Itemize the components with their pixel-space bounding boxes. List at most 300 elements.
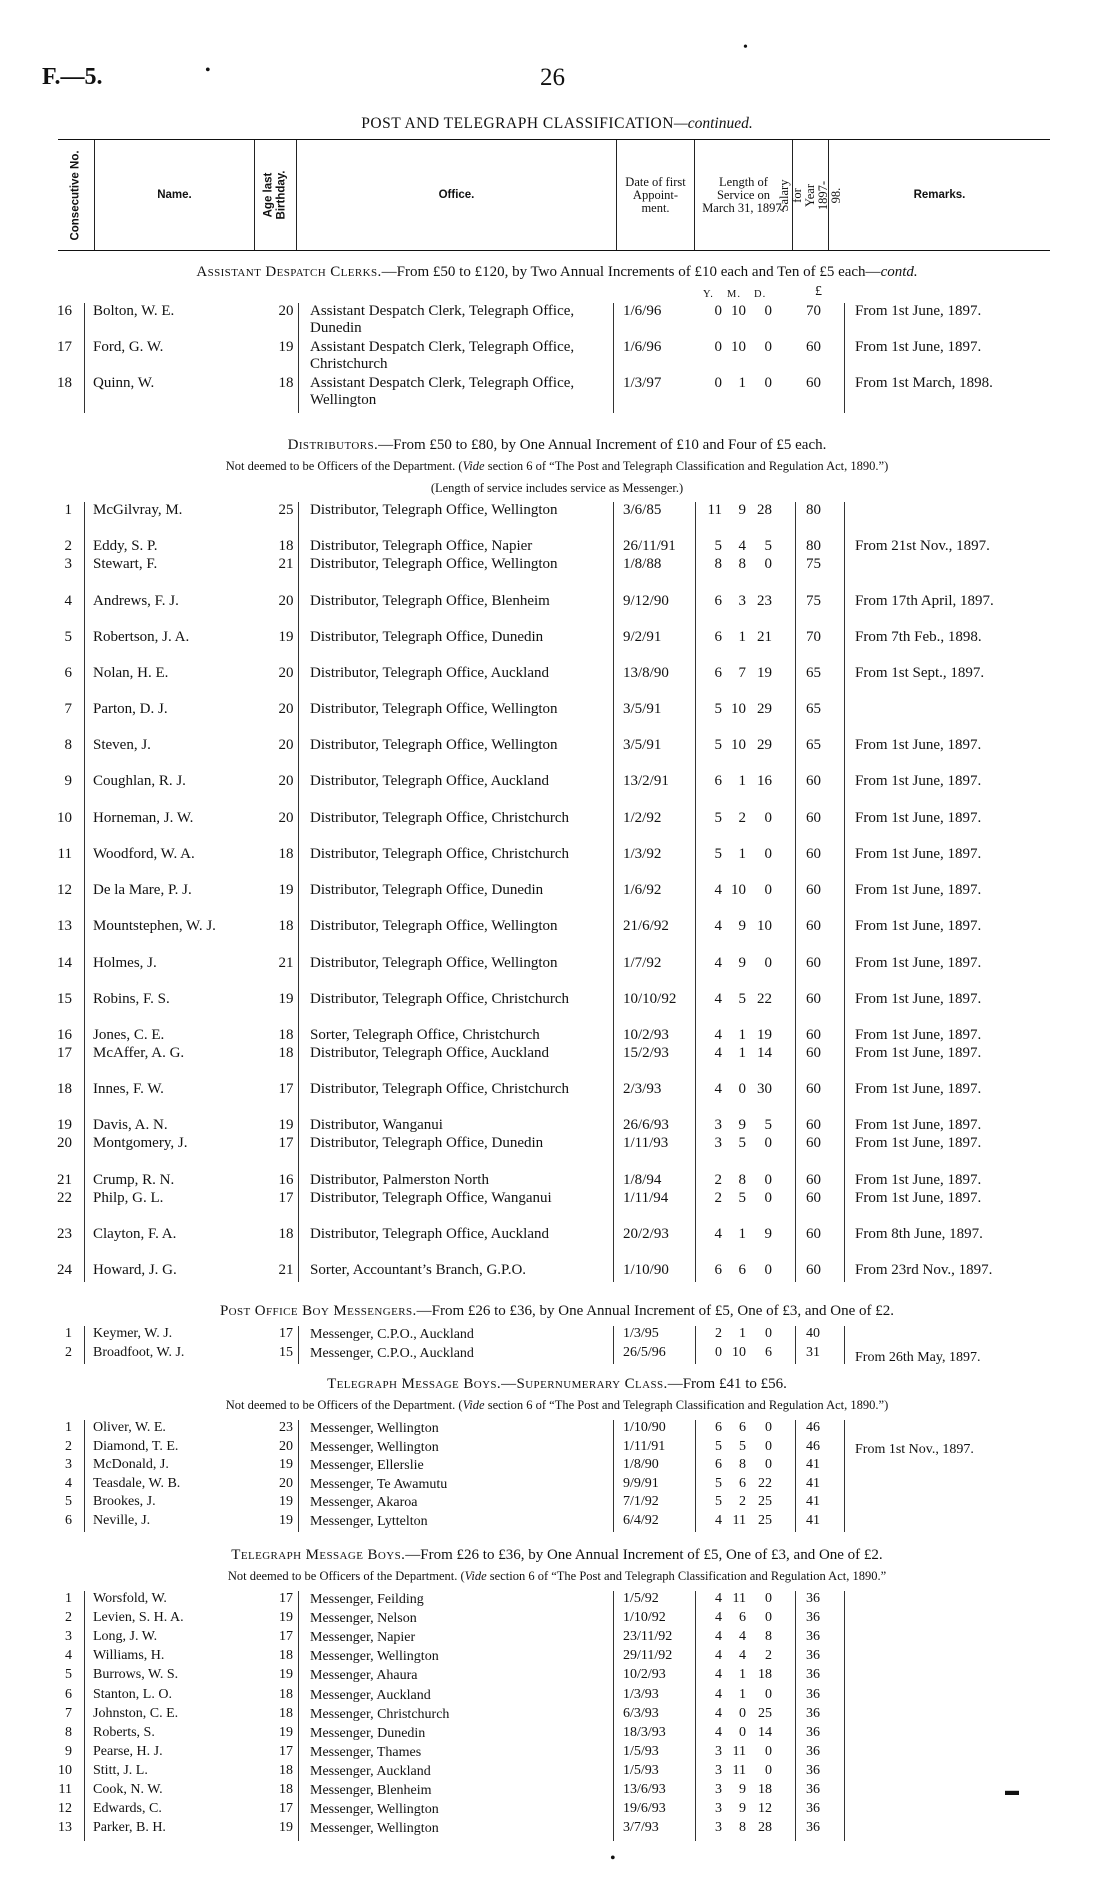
section-note-distributors: Not deemed to be Officers of the Department. (Vide section 6 of “The Post and Telegraph Classification and Regulation Act, 1890.”) — [225, 459, 889, 473]
row-office: Sorter, Telegraph Office, Christchurch — [310, 1027, 540, 1043]
row-salary: 60 — [806, 1226, 821, 1242]
row-service-days: 30 — [757, 1081, 772, 1097]
row-salary: 60 — [806, 882, 821, 898]
row-number: 2 — [65, 1345, 72, 1360]
column-rule — [298, 303, 299, 413]
row-service-months: 6 — [739, 1420, 746, 1435]
row-salary: 36 — [806, 1667, 820, 1683]
row-number: 3 — [65, 1629, 72, 1645]
column-header-salary: Salary for Year 1897-98. — [792, 140, 828, 250]
row-appointment-date: 13/8/90 — [623, 665, 669, 681]
row-salary: 65 — [806, 665, 821, 681]
row-service-days: 19 — [757, 1027, 772, 1043]
row-service-years: 0 — [715, 1345, 722, 1360]
row-number: 1 — [65, 1591, 72, 1606]
row-service-months: 1 — [738, 846, 746, 862]
row-appointment-date: 7/1/92 — [623, 1494, 659, 1510]
row-service-months: 10 — [731, 701, 746, 717]
row-office: Messenger, Wellington — [310, 1802, 439, 1818]
row-remarks: From 1st Nov., 1897. — [855, 1441, 974, 1457]
row-number: 7 — [64, 701, 72, 717]
row-office: Distributor, Telegraph Office, Wellington — [310, 502, 558, 518]
row-office: Distributor, Telegraph Office, Dunedin — [310, 1135, 544, 1151]
row-number: 6 — [65, 1513, 72, 1528]
row-number: 11 — [57, 846, 72, 862]
row-service-days: 0 — [765, 1326, 772, 1341]
row-remarks: From 1st June, 1897. — [855, 303, 982, 319]
row-service-days: 23 — [757, 593, 772, 609]
row-service-years: 6 — [714, 1262, 722, 1278]
column-rule — [695, 502, 696, 1282]
row-appointment-date: 13/6/93 — [623, 1782, 666, 1797]
column-header-age: Age last Birthday. — [254, 140, 296, 250]
print-dot: • — [610, 1850, 616, 1867]
row-salary: 41 — [806, 1457, 820, 1473]
row-age: 18 — [278, 538, 294, 554]
row-remarks: From 1st June, 1897. — [855, 737, 982, 753]
row-appointment-date: 1/6/96 — [623, 303, 662, 319]
row-name: Quinn, W. — [93, 375, 155, 391]
row-office: Distributor, Telegraph Office, Napier — [310, 538, 533, 554]
row-office: Messenger, Wellington — [310, 1439, 439, 1455]
row-remarks: From 1st June, 1897. — [855, 1172, 982, 1188]
row-appointment-date: 1/11/93 — [623, 1135, 669, 1151]
document-reference: F.—5. — [42, 64, 103, 90]
row-salary: 60 — [806, 810, 821, 826]
row-service-days: 0 — [765, 1591, 772, 1606]
row-age: 21 — [278, 955, 294, 971]
row-office: Messenger, Blenheim — [310, 1783, 432, 1798]
row-remarks: From 1st June, 1897. — [855, 810, 982, 826]
row-salary: 65 — [806, 701, 821, 717]
row-office: Messenger, Auckland — [310, 1763, 431, 1779]
row-service-days: 0 — [765, 1420, 772, 1435]
row-name: Horneman, J. W. — [93, 810, 194, 826]
row-age: 20 — [278, 773, 294, 789]
column-rule — [795, 1420, 796, 1532]
row-service-years: 4 — [714, 1226, 722, 1242]
row-appointment-date: 1/6/92 — [623, 882, 662, 898]
row-name: McDonald, J. — [93, 1457, 169, 1473]
row-age: 21 — [278, 556, 294, 572]
row-name: Keymer, W. J. — [93, 1326, 173, 1341]
row-service-months: 0 — [738, 1081, 746, 1097]
row-appointment-date: 1/3/97 — [623, 375, 662, 391]
row-appointment-date: 1/10/92 — [623, 1610, 666, 1626]
row-service-years: 4 — [715, 1686, 722, 1702]
row-office: Messenger, Dunedin — [310, 1725, 426, 1741]
row-service-months: 5 — [738, 991, 746, 1007]
row-name: Montgomery, J. — [93, 1135, 188, 1151]
row-remarks: From 8th June, 1897. — [855, 1226, 983, 1242]
row-service-days: 0 — [764, 955, 772, 971]
row-office: Distributor, Telegraph Office, Auckland — [310, 1226, 549, 1242]
row-service-years: 6 — [714, 665, 722, 681]
column-rule — [613, 303, 614, 413]
row-service-days: 22 — [757, 991, 772, 1007]
row-salary: 60 — [806, 991, 821, 1007]
row-office: Distributor, Telegraph Office, Wellington — [310, 556, 558, 572]
row-office: Distributor, Telegraph Office, Christchurch — [310, 1081, 569, 1097]
row-appointment-date: 6/4/92 — [623, 1513, 659, 1528]
row-age: 17 — [279, 1629, 293, 1645]
column-rule — [298, 1326, 299, 1364]
row-service-days: 2 — [765, 1648, 772, 1664]
column-rule — [298, 1591, 299, 1841]
row-name: Philp, G. L. — [93, 1190, 164, 1206]
row-service-months: 10 — [731, 339, 746, 355]
row-service-months: 8 — [738, 1172, 746, 1188]
row-number: 4 — [64, 593, 72, 609]
row-service-days: 18 — [758, 1782, 772, 1797]
row-service-years: 5 — [714, 538, 722, 554]
section-heading-telegraph-message-boys: Telegraph Message Boys.—From £26 to £36, by One Annual Increment of £5, One of £3, and One of £2. — [231, 1547, 883, 1563]
row-service-days: 25 — [758, 1705, 772, 1721]
row-number: 10 — [58, 1762, 72, 1778]
row-name: Mountstephen, W. J. — [93, 918, 216, 934]
row-age: 23 — [279, 1420, 293, 1435]
row-number: 11 — [58, 1782, 72, 1797]
row-salary: 75 — [806, 593, 821, 609]
row-name: Bolton, W. E. — [93, 303, 175, 319]
column-rule — [795, 1326, 796, 1364]
row-service-days: 25 — [758, 1513, 772, 1528]
row-office: Distributor, Telegraph Office, Wellington — [310, 918, 558, 934]
row-number: 4 — [65, 1475, 72, 1491]
column-header-name: Name. — [94, 140, 254, 250]
row-salary: 41 — [806, 1494, 820, 1510]
row-service-years: 11 — [707, 502, 722, 518]
row-remarks: From 23rd Nov., 1897. — [855, 1262, 993, 1278]
row-office: Messenger, Lyttelton — [310, 1514, 428, 1529]
row-office: Distributor, Telegraph Office, Christchurch — [310, 810, 569, 826]
row-salary: 41 — [806, 1475, 820, 1491]
row-service-years: 2 — [715, 1326, 722, 1341]
row-salary: 60 — [806, 1135, 821, 1151]
row-service-days: 28 — [757, 502, 772, 518]
row-number: 4 — [65, 1648, 72, 1664]
row-service-years: 3 — [715, 1782, 722, 1797]
row-office: Distributor, Telegraph Office, Wellington — [310, 737, 558, 753]
row-service-years: 3 — [715, 1762, 722, 1778]
row-number: 18 — [57, 375, 72, 391]
row-remarks: From 1st June, 1897. — [855, 846, 982, 862]
row-name: Stanton, L. O. — [93, 1686, 172, 1702]
row-name: Roberts, S. — [93, 1724, 155, 1740]
row-number: 22 — [57, 1190, 72, 1206]
row-age: 17 — [279, 1591, 293, 1606]
row-service-years: 5 — [715, 1494, 722, 1510]
row-service-months: 5 — [738, 1190, 746, 1206]
row-age: 19 — [279, 1494, 293, 1510]
row-service-months: 11 — [732, 1513, 746, 1528]
row-name: Woodford, W. A. — [93, 846, 195, 862]
row-name: Holmes, J. — [93, 955, 157, 971]
row-remarks: From 1st March, 1898. — [855, 375, 993, 391]
row-service-years: 6 — [714, 629, 722, 645]
row-salary: 60 — [806, 773, 821, 789]
row-service-years: 4 — [714, 1081, 722, 1097]
row-office: Distributor, Telegraph Office, Christchurch — [310, 846, 569, 862]
row-service-days: 22 — [758, 1475, 772, 1491]
row-office: Messenger, Feilding — [310, 1592, 424, 1607]
row-service-years: 5 — [714, 810, 722, 826]
row-appointment-date: 1/3/95 — [623, 1326, 659, 1341]
row-number: 8 — [64, 737, 72, 753]
column-rule — [844, 1591, 845, 1841]
row-appointment-date: 3/5/91 — [623, 737, 662, 753]
section-heading-post-office-boy-messengers: Post Office Boy Messengers.—From £26 to £36, by One Annual Increment of £5, One of £3, and One of £2. — [219, 1303, 895, 1319]
row-service-years: 0 — [714, 339, 722, 355]
row-age: 18 — [279, 1648, 293, 1664]
row-number: 5 — [64, 629, 72, 645]
row-age: 18 — [279, 1762, 293, 1778]
row-name: Teasdale, W. B. — [93, 1475, 181, 1491]
row-remarks: From 1st June, 1897. — [855, 1190, 982, 1206]
row-age: 18 — [278, 918, 294, 934]
row-salary: 36 — [806, 1782, 820, 1797]
row-age: 19 — [278, 629, 294, 645]
row-number: 2 — [64, 538, 72, 554]
row-number: 23 — [57, 1226, 72, 1242]
row-age: 18 — [279, 1686, 293, 1702]
row-name: Jones, C. E. — [93, 1027, 165, 1043]
row-service-days: 0 — [765, 1438, 772, 1454]
row-name: Edwards, C. — [93, 1801, 162, 1817]
row-service-months: 9 — [738, 955, 746, 971]
row-salary: 36 — [806, 1686, 820, 1702]
row-name: Stewart, F. — [93, 556, 158, 572]
row-service-days: 18 — [758, 1667, 772, 1683]
page-number: 26 — [540, 64, 565, 91]
row-number: 13 — [58, 1820, 72, 1836]
row-age: 20 — [278, 737, 294, 753]
row-age: 20 — [278, 701, 294, 717]
row-name: Eddy, S. P. — [93, 538, 158, 554]
row-salary: 36 — [806, 1591, 820, 1606]
row-name: Innes, F. W. — [93, 1081, 164, 1097]
row-service-days: 21 — [757, 629, 772, 645]
row-salary: 36 — [806, 1820, 820, 1836]
unit-months: M. — [727, 289, 741, 300]
row-appointment-date: 10/2/93 — [623, 1667, 666, 1683]
row-appointment-date: 2/3/93 — [623, 1081, 662, 1097]
row-service-days: 0 — [764, 339, 772, 355]
row-salary: 80 — [806, 538, 821, 554]
row-salary: 60 — [806, 918, 821, 934]
row-number: 2 — [65, 1438, 72, 1454]
row-salary: 60 — [806, 1027, 821, 1043]
row-office: Distributor, Telegraph Office, Auckland — [310, 773, 549, 789]
row-appointment-date: 1/8/94 — [623, 1172, 662, 1188]
row-service-months: 8 — [739, 1820, 746, 1836]
row-service-years: 2 — [714, 1172, 722, 1188]
row-name: Parton, D. J. — [93, 701, 168, 717]
row-service-months: 9 — [739, 1782, 746, 1797]
row-name: Stitt, J. L. — [93, 1762, 148, 1778]
row-office: Distributor, Telegraph Office, Auckland — [310, 1045, 549, 1061]
row-number: 13 — [57, 918, 72, 934]
print-mark: ▬ — [1005, 1784, 1019, 1799]
row-service-days: 0 — [764, 303, 772, 319]
row-service-days: 0 — [764, 1172, 772, 1188]
section-note-service-length: (Length of service includes service as Messenger.) — [430, 481, 684, 495]
row-service-months: 10 — [731, 303, 746, 319]
row-name: Worsfold, W. — [93, 1591, 167, 1606]
row-appointment-date: 9/12/90 — [623, 593, 669, 609]
row-appointment-date: 18/3/93 — [623, 1724, 666, 1740]
row-appointment-date: 1/5/93 — [623, 1762, 659, 1778]
row-appointment-date: 1/11/94 — [623, 1190, 669, 1206]
row-name: Johnston, C. E. — [93, 1705, 179, 1721]
row-number: 16 — [57, 303, 72, 319]
row-office: Messenger, Auckland — [310, 1687, 431, 1703]
row-service-years: 4 — [715, 1591, 722, 1606]
row-salary: 60 — [806, 955, 821, 971]
row-service-years: 6 — [715, 1420, 722, 1435]
row-name: Cook, N. W. — [93, 1782, 163, 1797]
row-service-days: 0 — [764, 1135, 772, 1151]
row-office: Messenger, Ellerslie — [310, 1458, 424, 1474]
column-rule — [844, 303, 845, 413]
row-service-years: 4 — [714, 918, 722, 934]
row-number: 17 — [57, 339, 72, 355]
row-number: 2 — [65, 1610, 72, 1626]
row-service-days: 0 — [765, 1610, 772, 1626]
row-service-years: 4 — [715, 1648, 722, 1664]
column-rule — [695, 1420, 696, 1532]
row-appointment-date: 26/5/96 — [623, 1345, 666, 1360]
row-office: Distributor, Telegraph Office, Blenheim — [310, 593, 550, 609]
row-salary: 31 — [806, 1345, 820, 1360]
row-service-months: 4 — [739, 1648, 746, 1664]
row-name: Parker, B. H. — [93, 1820, 166, 1836]
section-heading-telegraph-message-boys-supernumerary: Telegraph Message Boys.—Supernumerary Class.—From £41 to £56. — [327, 1376, 787, 1392]
column-header-date: Date of first Appoint- ment. — [616, 140, 694, 250]
row-service-months: 1 — [738, 629, 746, 645]
row-appointment-date: 1/8/90 — [623, 1457, 659, 1473]
row-service-years: 5 — [714, 701, 722, 717]
row-age: 19 — [279, 1667, 293, 1683]
row-remarks: From 1st June, 1897. — [855, 1027, 982, 1043]
row-number: 9 — [65, 1743, 72, 1759]
row-age: 19 — [279, 1820, 293, 1836]
row-service-months: 4 — [738, 538, 746, 554]
row-salary: 60 — [806, 1190, 821, 1206]
print-dot: • — [205, 62, 211, 79]
row-age: 19 — [278, 882, 294, 898]
column-rule — [613, 1326, 614, 1364]
row-service-months: 1 — [739, 1326, 746, 1341]
column-rule — [298, 1420, 299, 1532]
page-title — [0, 115, 1114, 133]
row-service-years: 6 — [714, 593, 722, 609]
row-salary: 80 — [806, 502, 821, 518]
row-number: 6 — [65, 1686, 72, 1702]
row-name: Oliver, W. E. — [93, 1420, 166, 1435]
row-service-months: 3 — [738, 593, 746, 609]
row-service-months: 10 — [732, 1345, 746, 1360]
row-service-months: 1 — [738, 1027, 746, 1043]
row-appointment-date: 1/7/92 — [623, 955, 662, 971]
row-service-years: 2 — [714, 1190, 722, 1206]
row-service-days: 8 — [765, 1629, 772, 1645]
row-service-days: 0 — [764, 375, 772, 391]
row-service-days: 0 — [765, 1457, 772, 1473]
row-name: Levien, S. H. A. — [93, 1610, 184, 1626]
row-name: McGilvray, M. — [93, 502, 183, 518]
row-appointment-date: 3/7/93 — [623, 1820, 659, 1836]
row-service-months: 8 — [739, 1457, 746, 1473]
column-rule — [298, 502, 299, 1282]
row-age: 17 — [278, 1190, 294, 1206]
row-appointment-date: 26/11/91 — [623, 538, 676, 554]
row-number: 19 — [57, 1117, 72, 1133]
row-number: 16 — [57, 1027, 72, 1043]
row-service-years: 4 — [715, 1629, 722, 1645]
row-service-days: 0 — [764, 882, 772, 898]
row-service-days: 0 — [764, 1262, 772, 1278]
row-number: 1 — [65, 1326, 72, 1341]
row-salary: 36 — [806, 1629, 820, 1645]
row-service-months: 1 — [739, 1667, 746, 1683]
row-age: 20 — [279, 1475, 293, 1491]
row-service-days: 5 — [764, 538, 772, 554]
row-age: 19 — [278, 1117, 294, 1133]
column-rule — [84, 1326, 85, 1364]
column-rule — [613, 1591, 614, 1841]
row-age: 19 — [279, 1457, 293, 1473]
row-number: 7 — [65, 1705, 72, 1721]
row-age: 19 — [279, 1513, 293, 1528]
row-service-years: 3 — [714, 1117, 722, 1133]
row-name: Long, J. W. — [93, 1629, 158, 1645]
print-dot: • — [743, 40, 748, 55]
row-service-days: 0 — [765, 1686, 772, 1702]
row-appointment-date: 9/9/91 — [623, 1475, 659, 1491]
row-appointment-date: 23/11/92 — [623, 1629, 673, 1645]
row-service-months: 11 — [732, 1762, 746, 1778]
row-service-months: 9 — [738, 1117, 746, 1133]
row-salary: 36 — [806, 1801, 820, 1817]
row-salary: 70 — [806, 629, 821, 645]
row-salary: 36 — [806, 1648, 820, 1664]
row-remarks: From 1st June, 1897. — [855, 918, 982, 934]
column-header-remarks: Remarks. — [828, 140, 1050, 250]
row-age: 20 — [278, 303, 294, 319]
row-appointment-date: 1/5/93 — [623, 1743, 659, 1759]
row-service-days: 9 — [764, 1226, 772, 1242]
row-name: Williams, H. — [93, 1648, 165, 1664]
row-age: 17 — [279, 1326, 293, 1341]
column-rule — [613, 1420, 614, 1532]
column-rule — [844, 1326, 845, 1364]
row-number: 3 — [64, 556, 72, 572]
row-service-years: 5 — [714, 846, 722, 862]
row-name: Howard, J. G. — [93, 1262, 177, 1278]
row-appointment-date: 3/5/91 — [623, 701, 662, 717]
row-office: Distributor, Telegraph Office, Christchurch — [310, 991, 569, 1007]
row-remarks: From 1st June, 1897. — [855, 991, 982, 1007]
row-name: Crump, R. N. — [93, 1172, 175, 1188]
row-office: Distributor, Telegraph Office, Auckland — [310, 665, 549, 681]
row-appointment-date: 9/2/91 — [623, 629, 662, 645]
row-service-days: 29 — [757, 701, 772, 717]
row-appointment-date: 1/5/92 — [623, 1591, 659, 1606]
row-office: Messenger, Nelson — [310, 1611, 417, 1627]
row-service-months: 0 — [739, 1724, 746, 1740]
column-header-no: Consecutive No. — [69, 149, 82, 241]
